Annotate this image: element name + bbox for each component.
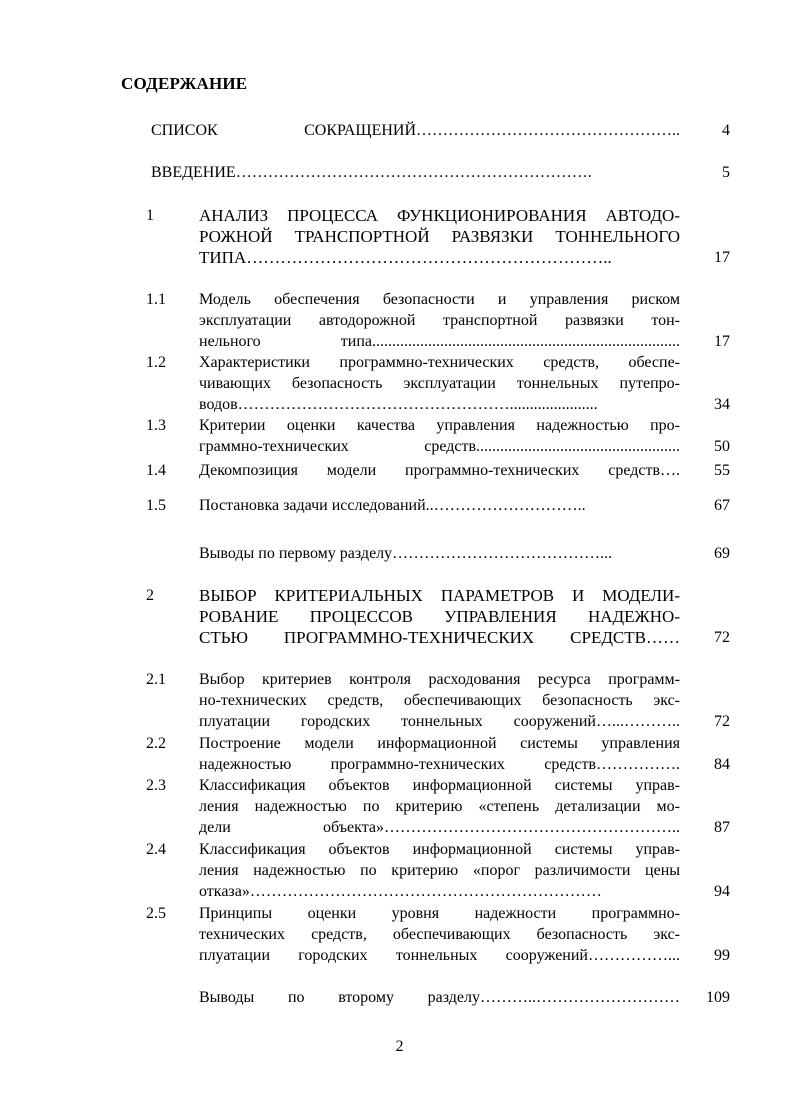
toc-entry-title <box>151 120 680 141</box>
toc-entry-title <box>151 162 680 183</box>
toc-entry-title <box>199 543 680 564</box>
toc-entry-number: 2 <box>146 587 154 604</box>
toc-entry-page: 5 <box>722 164 730 181</box>
toc-entry-line: Постановка задачи исследований..……………………….. <box>199 497 586 514</box>
toc-entry-line: СТЬЮ ПРОГРАММНО-ТЕХНИЧЕСКИХ СРЕДСТВ…… <box>199 628 680 647</box>
toc-entry-title <box>199 460 680 481</box>
toc-entry-page: 17 <box>714 333 730 350</box>
toc-entry-number: 1.2 <box>146 354 166 371</box>
toc-entry-number: 2.5 <box>146 905 166 922</box>
toc-entry-number: 2.4 <box>146 841 166 858</box>
toc-entry-page: 34 <box>714 396 730 413</box>
toc-entry-line: Построение модели информационной системы управления <box>199 735 680 752</box>
toc-entry-page: 69 <box>714 545 730 562</box>
toc-entry-page: 99 <box>714 947 730 964</box>
toc-entry-line: ВВЕДЕНИЕ…………………………………………………………. <box>151 164 592 181</box>
toc-entry-line: РОЖНОЙ ТРАНСПОРТНОЙ РАЗВЯЗКИ ТОННЕЛЬНОГО <box>199 227 680 246</box>
toc-entry-line: ления надежностью по критерию «степень детализации мо- <box>199 798 680 815</box>
toc-entry-line: водов……………………………………………...................... <box>199 396 598 413</box>
toc-entry-title <box>199 415 680 457</box>
toc-entry-number: 1.5 <box>146 497 166 514</box>
toc-entry-page: 84 <box>714 756 730 773</box>
page-number: 2 <box>395 1038 404 1055</box>
toc-entry-number: 1 <box>146 207 154 224</box>
toc-entry-line: Классификация объектов информационной системы управ- <box>199 841 680 858</box>
toc-entry-line: Критерии оценки качества управления надежностью про- <box>199 417 680 434</box>
toc-entry-line: Выводы по первому разделу…………………………………... <box>199 545 613 562</box>
toc-entry-line: Выводы по второму разделу………..……………………… <box>199 989 680 1006</box>
toc-entry-line: Принципы оценки уровня надежности программно- <box>199 905 680 922</box>
toc-entry-line: плуатации городских тоннельных сооружений……………... <box>199 947 680 964</box>
toc-entry-number: 2.1 <box>146 671 166 688</box>
toc-entry-line: ВЫБОР КРИТЕРИАЛЬНЫХ ПАРАМЕТРОВ И МОДЕЛИ- <box>199 586 680 605</box>
toc-entry-line: но-технических средств, обеспечивающих безопасность экс- <box>199 692 680 709</box>
toc-entry-title <box>199 987 680 1008</box>
toc-entry-page: 67 <box>714 497 730 514</box>
toc-entry-line: граммно-технических средств................................................... <box>199 438 680 455</box>
toc-entry-number: 2.2 <box>146 735 166 752</box>
toc-entry-line: дели объекта»……………………………………………….. <box>199 819 680 836</box>
toc-entry-page: 87 <box>714 819 730 836</box>
toc-entry-title <box>199 903 680 966</box>
toc-entry-line: Характеристики программно-технических средств, обеспе- <box>199 354 680 371</box>
toc-entry-page: 94 <box>714 883 730 900</box>
toc-entry-page: 4 <box>722 122 730 139</box>
toc-entry-title <box>199 669 680 732</box>
toc-entry-line: чивающих безопасность эксплуатации тоннельных путепро- <box>199 375 680 392</box>
toc-entry-number: 1.1 <box>146 291 166 308</box>
toc-heading: СОДЕРЖАНИЕ <box>121 74 248 93</box>
toc-entry-line: ТИПА……………………………………………………….. <box>199 248 612 267</box>
toc-entry-title <box>199 733 680 775</box>
toc-entry-title <box>199 839 680 902</box>
toc-entry-title <box>199 775 680 838</box>
toc-entry-page: 50 <box>714 438 730 455</box>
toc-entry-number: 1.3 <box>146 417 166 434</box>
toc-entry-title <box>199 585 680 648</box>
toc-entry-page: 17 <box>714 249 730 266</box>
toc-entry-number: 2.3 <box>146 777 166 794</box>
toc-entry-line: Классификация объектов информационной системы управ- <box>199 777 680 794</box>
toc-entry-page: 109 <box>706 989 730 1006</box>
toc-entry-line: РОВАНИЕ ПРОЦЕССОВ УПРАВЛЕНИЯ НАДЕЖНО- <box>199 607 680 626</box>
toc-entry-line: технических средств, обеспечивающих безопасность экс- <box>199 926 680 943</box>
toc-entry-title <box>199 205 680 268</box>
toc-entry-page: 55 <box>714 462 730 479</box>
toc-entry-title <box>199 352 680 415</box>
toc-entry-page: 72 <box>714 713 730 730</box>
toc-entry-line: надежностью программно-технических средств……………. <box>199 756 680 773</box>
toc-entry-line: Декомпозиция модели программно-технических средств…. <box>199 462 680 479</box>
toc-entry-title <box>199 495 680 516</box>
toc-entry-line: плуатации городских тоннельных сооружений…...……….. <box>199 713 680 730</box>
toc-entry-line: отказа»………………………………………………………… <box>199 883 602 900</box>
toc-entry-number: 1.4 <box>146 462 166 479</box>
toc-entry-title <box>199 289 680 352</box>
toc-entry-line: ления надежностью по критерию «порог различимости цены <box>199 862 680 879</box>
toc-entry-page: 72 <box>714 629 730 646</box>
toc-entry-line: эксплуатации автодорожной транспортной развязки тон- <box>199 312 680 329</box>
toc-entry-line: нельного типа............................................................................. <box>199 333 680 350</box>
toc-entry-line: Модель обеспечения безопасности и управления риском <box>199 291 680 308</box>
toc-entry-line: СПИСОК СОКРАЩЕНИЙ………………………………………….. <box>151 122 680 139</box>
toc-entry-line: АНАЛИЗ ПРОЦЕССА ФУНКЦИОНИРОВАНИЯ АВТОДО- <box>199 206 680 225</box>
toc-entry-line: Выбор критериев контроля расходования ресурса программ- <box>199 671 680 688</box>
